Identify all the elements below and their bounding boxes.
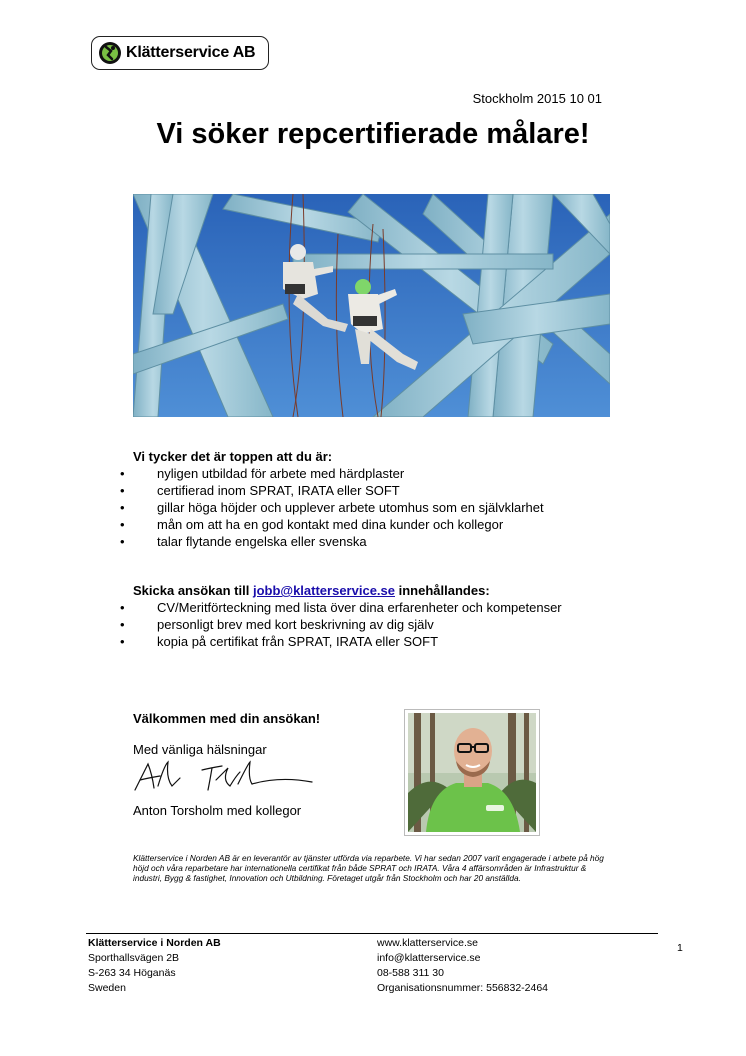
footer-company-name: Klätterservice i Norden AB [88,937,221,949]
footer-divider [86,933,658,934]
list-item: • nyligen utbildad för arbete med härdplaster [120,465,544,482]
footer-address [88,936,221,996]
application-email-link[interactable]: jobb@klatterservice.se [252,583,395,598]
footer-postal: S-263 34 Höganäs [88,967,176,979]
footer-org-number: Organisationsnummer: 556832-2464 [377,982,549,994]
letter-date: Stockholm 2015 10 01 [472,91,602,106]
apply-heading-suffix: innehållandes: [398,583,490,598]
regards-text: Med vänliga hälsningar [133,742,267,757]
logo-text: Klätterservice AB [126,44,256,61]
footer-phone: 08-588 311 30 [377,967,444,979]
requirements-heading: Vi tycker det är toppen att du är: [133,449,333,464]
footer-country: Sweden [88,982,126,994]
list-item: • certifierad inom SPRAT, IRATA eller SOFT [120,482,544,499]
requirements-list [133,465,544,550]
company-description: Klätterservice i Norden AB är en leverantör av tjänster utförda via reparbete. Vi har sedan 2007 varit engagerade i arbete på hög höjd och våra reparbetare har internationella certifikat från både SPRAT och IRATA. Våra 4 affärsområden är Infrastruktur & industri, Bygg & fastighet, Innovation och Utbildning. Företaget utgår från Stockholm och har 20 anställda. [133,853,604,883]
rope-access-photo [133,194,610,417]
list-item: • mån om att ha en god kontakt med dina kunder och kollegor [120,516,544,533]
page-number: 1 [677,942,683,954]
footer-contact [377,936,548,996]
apply-heading [133,582,562,599]
company-logo [91,36,269,70]
list-item: • personligt brev med kort beskrivning av dig själv [120,616,562,633]
climber-logo-icon [98,41,122,65]
list-item: • CV/Meritförteckning med lista över dina erfarenheter och kompetenser [120,599,562,616]
list-item: • gillar höga höjder och upplever arbete utomhus som en självklarhet [120,499,544,516]
footer-email: info@klatterservice.se [377,952,481,964]
footer-street: Sporthallsvägen 2B [88,952,180,964]
list-item: • talar flytande engelska eller svenska [120,533,544,550]
list-item: • kopia på certifikat från SPRAT, IRATA eller SOFT [120,633,562,650]
footer-website: www.klatterservice.se [377,937,478,949]
contact-portrait [404,709,540,836]
welcome-text: Välkommen med din ansökan! [133,711,321,726]
apply-heading-prefix: Skicka ansökan till [133,583,250,598]
signer-name: Anton Torsholm med kollegor [133,803,302,818]
page-title: Vi söker repcertifierade målare! [156,118,590,150]
handwritten-signature [130,756,315,796]
requirements-section [133,448,544,550]
apply-section [133,582,562,650]
apply-list [133,599,562,650]
